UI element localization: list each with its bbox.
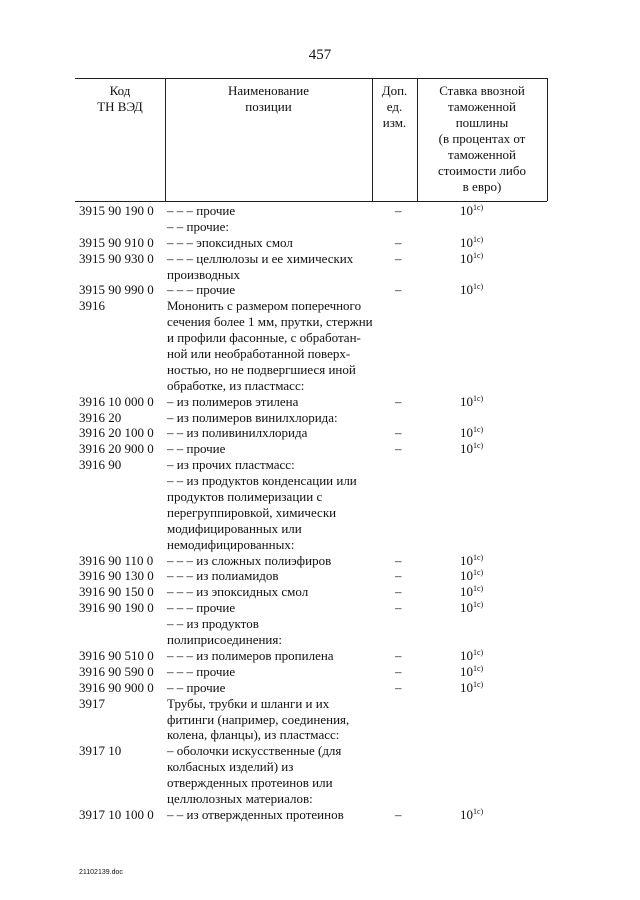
name-cell: – – из продуктов конденсации или [167,473,357,489]
code-cell: 3915 90 190 0 [79,203,154,218]
table-row [0,298,640,314]
table-top-rule [75,78,547,79]
table-row [0,616,640,632]
code-cell: 3916 20 [79,409,122,425]
header-name: Наименование позиции [228,83,309,114]
table-row [0,791,640,807]
table-row [0,394,640,410]
unit-cell: – [395,552,402,568]
table-row [0,775,640,791]
unit-cell: – [395,250,402,266]
code-cell: 3916 [79,298,105,314]
table-row [0,680,640,696]
name-cell: – – – прочие [167,282,236,298]
rate-footnote: 1с) [473,600,484,610]
name-cell: – – – эпоксидных смол [167,234,293,250]
rate-footnote: 1с) [473,203,484,212]
rate-value: 10 [460,600,473,616]
tariff-table-body [0,203,640,823]
code-cell: 3917 10 [79,743,122,759]
rate-value: 10 [460,234,473,250]
code-cell: 3916 90 110 0 [79,552,154,568]
unit-cell: – [395,282,402,298]
name-cell: – – – прочие [167,600,236,616]
rate-footnote: 1с) [473,393,484,403]
table-row [0,235,640,251]
table-row [0,362,640,378]
rate-value: 10 [460,393,473,409]
rate-value: 10 [460,679,473,695]
name-cell: – – из продуктов [167,616,259,632]
table-row [0,330,640,346]
rate-value: 10 [460,663,473,679]
name-cell: фитинги (например, соединения, [167,711,350,727]
unit-cell: – [395,203,402,218]
name-cell: продуктов полимеризации с [167,489,323,505]
rate-value: 10 [460,441,473,457]
name-cell: Мононить с размером поперечного [167,298,362,314]
name-cell: целлюлозных материалов: [167,790,313,806]
name-cell: – – из поливинилхлорида [167,425,308,441]
rate-value: 10 [460,584,473,600]
table-row [0,378,640,394]
table-row [0,727,640,743]
rate-footnote: 1с) [473,250,484,260]
name-cell: – – – целлюлозы и ее химических [167,250,354,266]
table-row [0,425,640,441]
header-bottom-rule [75,201,547,202]
name-cell: обработке, из пластмасс: [167,377,305,393]
rate-footnote: 1с) [473,282,484,292]
name-cell: сечения более 1 мм, прутки, стержни [167,314,373,330]
rate-value: 10 [460,282,473,298]
unit-cell: – [395,393,402,409]
table-row [0,219,640,235]
unit-cell: – [395,600,402,616]
name-cell: – – из отвержденных протеинов [167,806,344,822]
table-row [0,441,640,457]
rate-footnote: 1с) [473,441,484,451]
unit-cell: – [395,584,402,600]
name-cell: – – – прочие [167,203,236,218]
rate-footnote: 1с) [473,647,484,657]
name-cell: – – прочие [167,441,226,457]
code-cell: 3917 [79,695,105,711]
table-row [0,410,640,426]
rate-value: 10 [460,647,473,663]
rate-footnote: 1с) [473,584,484,594]
code-cell: 3916 90 130 0 [79,568,154,584]
column-divider [547,78,548,201]
table-row [0,568,640,584]
name-cell: ностью, но не подвергшиеся иной [167,361,356,377]
unit-cell: – [395,647,402,663]
name-cell: – – – из полиамидов [167,568,279,584]
table-row [0,473,640,489]
name-cell: перегруппировкой, химически [167,504,337,520]
code-cell: 3915 90 910 0 [79,234,154,250]
rate-value: 10 [460,250,473,266]
code-cell: 3915 90 930 0 [79,250,154,266]
header-code: Код ТН ВЭД [97,83,143,114]
table-row [0,521,640,537]
table-row [0,553,640,569]
table-row [0,537,640,553]
unit-cell: – [395,679,402,695]
rate-cell [460,807,483,825]
table-row [0,648,640,664]
rate-value: 10 [460,552,473,568]
name-cell: и профили фасонные, с обработан- [167,330,361,346]
code-cell: 3915 90 990 0 [79,282,154,298]
name-cell: Трубы, трубки и шланги и их [167,695,330,711]
unit-cell: – [395,663,402,679]
table-row [0,743,640,759]
rate-footnote: 1с) [473,234,484,244]
code-cell: 3917 10 100 0 [79,806,154,822]
code-cell: 3916 20 900 0 [79,441,154,457]
table-row [0,632,640,648]
table-row [0,282,640,298]
name-cell: – – – из полимеров пропилена [167,647,334,663]
header-rate: Ставка ввозной таможенной пошлины (в процентах от таможенной стоимости либо в евро) [437,83,526,194]
name-cell: – из полимеров винилхлорида: [167,409,338,425]
code-cell: 3916 90 510 0 [79,647,154,663]
code-cell: 3916 90 900 0 [79,679,154,695]
table-row [0,759,640,775]
rate-value: 10 [460,806,473,822]
table-row [0,457,640,473]
unit-cell: – [395,425,402,441]
name-cell: отвержденных протеинов или [167,775,333,791]
table-row [0,203,640,219]
name-cell: – – – из сложных полиэфиров [167,552,332,568]
table-row [0,346,640,362]
name-cell: – – прочие: [167,218,229,234]
name-cell: – – прочие [167,679,226,695]
table-row [0,267,640,283]
table-row [0,696,640,712]
name-cell: – из полимеров этилена [167,393,299,409]
code-cell: 3916 20 100 0 [79,425,154,441]
page-number: 457 [308,47,332,63]
rate-footnote: 1с) [473,425,484,435]
name-cell: – из прочих пластмасс: [167,457,295,473]
rate-footnote: 1с) [473,663,484,673]
name-cell: полиприсоединения: [167,632,282,648]
table-row [0,489,640,505]
file-name: 21102139.doc [79,869,123,876]
unit-cell: – [395,568,402,584]
table-row [0,600,640,616]
rate-footnote: 1с) [473,679,484,689]
name-cell: производных [167,266,241,282]
name-cell: – – – прочие [167,663,236,679]
code-cell: 3916 90 590 0 [79,663,154,679]
unit-cell: – [395,441,402,457]
unit-cell: – [395,806,402,822]
table-row [0,251,640,267]
rate-value: 10 [460,568,473,584]
rate-footnote: 1с) [473,552,484,562]
name-cell: колена, фланцы), из пластмасс: [167,727,340,743]
table-row [0,584,640,600]
rate-value: 10 [460,203,473,218]
table-row [0,664,640,680]
rate-footnote: 1с) [473,806,484,816]
table-row [0,314,640,330]
rate-footnote: 1с) [473,568,484,578]
table-row [0,712,640,728]
name-cell: ной или необработанной поверх- [167,346,351,362]
name-cell: немодифицированных: [167,536,295,552]
header-unit: Доп. ед. изм. [381,83,408,130]
table-row [0,505,640,521]
code-cell: 3916 90 190 0 [79,600,154,616]
table-row [0,807,640,823]
code-cell: 3916 10 000 0 [79,393,154,409]
name-cell: колбасных изделий) из [167,759,294,775]
name-cell: – – – из эпоксидных смол [167,584,309,600]
code-cell: 3916 90 150 0 [79,584,154,600]
code-cell: 3916 90 [79,457,122,473]
name-cell: – оболочки искусственные (для [167,743,342,759]
name-cell: модифицированных или [167,520,302,536]
rate-value: 10 [460,425,473,441]
unit-cell: – [395,234,402,250]
